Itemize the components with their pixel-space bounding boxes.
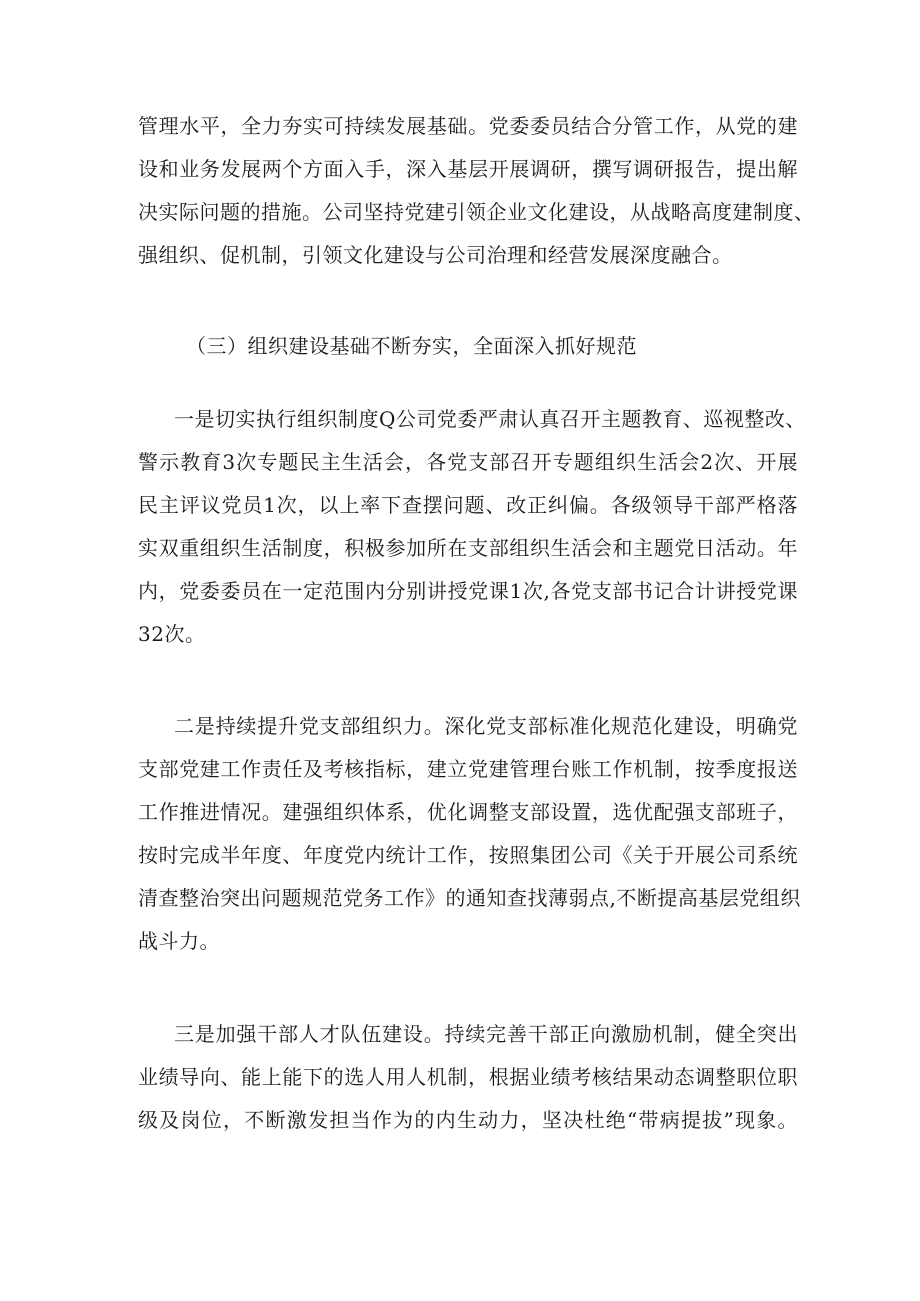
text-line: 设和业务发展两个方面入手，深入基层开展调研，撰写调研报告，提出解 [138, 157, 798, 181]
text-line: 级及岗位，不断激发担当作为的内生动力，坚决杜绝“带病提拔”现象。 [138, 1108, 798, 1132]
text-line: 战斗力。 [138, 929, 220, 953]
text-line: 实双重组织生活制度，积极参加所在支部组织生活会和主题党日活动。年 [138, 536, 798, 560]
text-line: 三是加强干部人才队伍建设。持续完善干部正向激励机制，健全突出 [174, 1022, 798, 1046]
paragraph-intro [138, 105, 815, 277]
paragraph-item-2 [138, 705, 801, 963]
text-line: 业绩导向、能上能下的选人用人机制，根据业绩考核结果动态调整职位职 [138, 1065, 798, 1089]
paragraph-item-1 [138, 398, 806, 656]
text-line: 决实际问题的措施。公司坚持党建引领企业文化建设，从战略高度建制度、 [138, 200, 815, 224]
section-heading: （三）组织建设基础不断夯实，全面深入抓好规范 [186, 334, 637, 358]
text-line: 警示教育3次专题民主生活会，各党支部召开专题组织生活会2次、开展 [138, 450, 798, 474]
text-line: 32次。 [138, 622, 206, 646]
text-line: 内，党委委员在一定范围内分别讲授党课1次,各党支部书记合计讲授党课 [138, 579, 798, 603]
text-line: 按时完成半年度、年度党内统计工作，按照集团公司《关于开展公司系统 [138, 843, 798, 867]
paragraph-item-3 [138, 1013, 798, 1142]
text-line: 清查整治突出问题规范党务工作》的通知查找薄弱点,不断提高基层党组织 [138, 886, 801, 910]
text-line: 民主评议党员1次，以上率下查摆问题、改正纠偏。各级领导干部严格落 [138, 493, 798, 517]
text-line: 一是切实执行组织制度Q公司党委严肃认真召开主题教育、巡视整改、 [174, 407, 806, 431]
text-line: 强组织、促机制，引领文化建设与公司治理和经营发展深度融合。 [138, 243, 733, 267]
text-line: 支部党建工作责任及考核指标，建立党建管理台账工作机制，按季度报送 [138, 757, 798, 781]
text-line: 工作推进情况。建强组织体系，优化调整支部设置，选优配强支部班子， [138, 800, 798, 824]
text-line: 管理水平，全力夯实可持续发展基础。党委委员结合分管工作，从党的建 [138, 114, 798, 138]
text-line: 二是持续提升党支部组织力。深化党支部标准化规范化建设，明确党 [174, 714, 798, 738]
